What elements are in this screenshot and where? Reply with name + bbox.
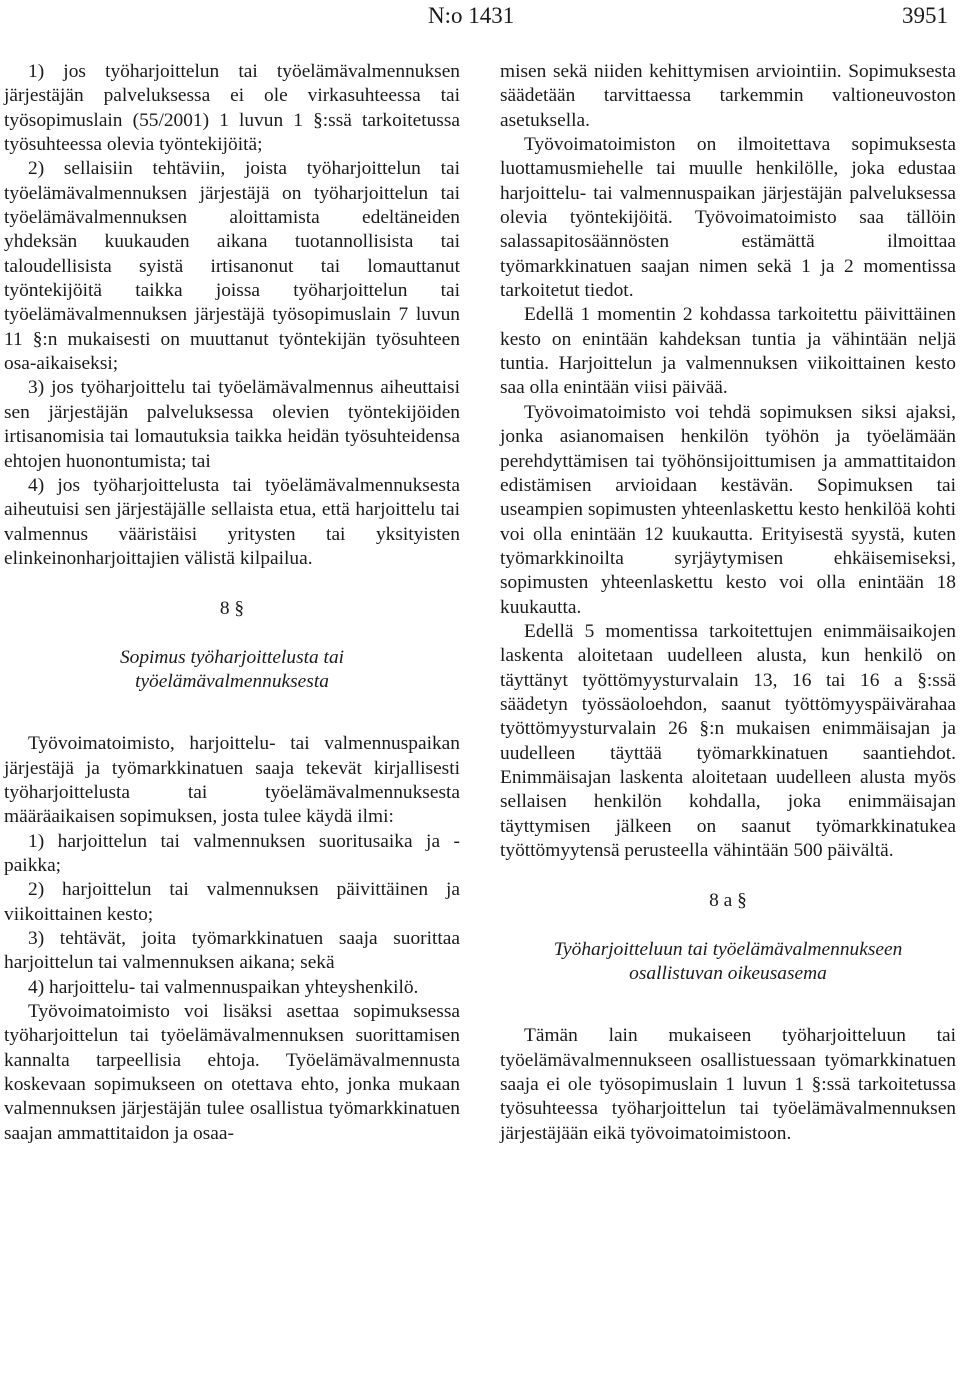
section-number: 8 § <box>219 598 245 620</box>
paragraph: Tämän lain mukaiseen työharjoitteluun tai työelämävalmennukseen osallistuessaan työmarkkinatuen saaja ei ole työsopimuslain 1 luvun 1 §:ssä tarkoitetussa työsuhteessa työharjoittelun tai työelämävalmennuksen järjestäjään eikä työvoimatoimistoon. <box>500 1025 956 1144</box>
paragraph: Työvoimatoimisto, harjoittelu- tai valmennuspaikan järjestäjä ja työmarkkinatuen saaja tekevät kirjallisesti työharjoittelusta tai työelämävalmennuksesta määräaikaisen sopimuksen, josta tulee käydä ilmi: <box>4 733 460 828</box>
list-item: 3) jos työharjoittelu tai työelämävalmennus aiheuttaisi sen järjestäjän palveluksessa olevien työntekijöiden irtisanomisia tai lomautuksia taikka heidän työsuhteidensa ehtojen huonontumista; tai <box>4 377 460 472</box>
list-item: 4) jos työharjoittelusta tai työelämävalmennuksesta aiheutuisi sen järjestäjälle sellaista etua, että harjoittelu tai valmennus vääristäisi yritysten tai yksityisten elinkeinonharjoittajien välistä kilpailua. <box>4 474 460 569</box>
section-heading: Työharjoitteluun tai työelämävalmennukseen osallistuvan oikeusasema <box>553 938 903 985</box>
list-item: 3) tehtävät, joita työmarkkinatuen saaja suorittaa harjoittelun tai valmennuksen aikana; sekä <box>4 928 460 974</box>
list-item: 1) harjoittelun tai valmennuksen suoritusaika ja -paikka; <box>4 830 460 876</box>
list-item: 2) sellaisiin tehtäviin, joista työharjoittelun tai työelämävalmennuksen järjestäjä on työharjoittelun tai työelämävalmennuksen aloittamista edeltäneiden yhdeksän kuukauden aikana tuotannollisista tai taloudellisista syistä irtisanonut tai lomauttanut työntekijöitä taikka joissa työharjoittelun tai työelämävalmennuksen järjestäjä työsopimuslain 7 luvun 11 §:n mukaisesti on muuttanut työntekijän työsuhteen osa-aikaiseksi; <box>4 158 460 375</box>
paragraph: Työvoimatoimisto voi tehdä sopimuksen siksi ajaksi, jonka asianomaisen henkilön työhön ja työelämään perehdyttämisen tai työhönsijoittumisen ja ammattitaidon edistämisen arvioidaan kestävän. Sopimuksen tai useampien sopimusten yhteenlaskettu kesto henkilöä kohti voi olla enintään 12 kuukautta. Erityisestä syystä, kuten työmarkkinoilta syrjäytymisen ehkäisemiseksi, sopimusten yhteenlaskettu kesto voi olla enintään 18 kuukautta. <box>500 401 956 618</box>
issue-number: N:o 1431 <box>428 3 515 28</box>
page-number: 3951 <box>902 3 948 28</box>
list-item: 2) harjoittelun tai valmennuksen päivittäinen ja viikoittainen kesto; <box>4 879 460 925</box>
list-item: 1) jos työharjoittelun tai työelämävalmennuksen järjestäjän palveluksessa ei ole virkasuhteessa tai työsopimuslain (55/2001) 1 luvun 1 §:ssä tarkoitetussa työsuhteessa olevia työntekijöitä; <box>4 61 460 156</box>
page-header <box>0 2 960 30</box>
right-column <box>500 60 956 1146</box>
paragraph: Työvoimatoimiston on ilmoitettava sopimuksesta luottamusmiehelle tai muulle henkilölle, joka edustaa harjoittelu- tai valmennuspaikan järjestäjän palveluksessa olevia työntekijöitä. Työvoimatoimisto saa tällöin salassapitosäännösten estämättä ilmoittaa työmarkkinatuen saajan nimen sekä 1 ja 2 momentissa tarkoitetut tiedot. <box>500 134 956 302</box>
paragraph: Edellä 5 momentissa tarkoitettujen enimmäisaikojen laskenta aloitetaan uudelleen alusta, kun henkilö on täyttänyt työttömyysturvalain 13, 16 tai 16 a §:ssä säädetyn työssäoloehdon, saanut työttömyyspäivärahaa työttömyysturvalain 26 §:n mukaisen enimmäisajan ja uudelleen täyttää työmarkkinatuen saantiehdot. Enimmäisajan laskenta aloitetaan uudelleen alusta myös sellaisen henkilön kohdalla, joka enimmäisajan täyttymisen jälkeen on saanut työmarkkinatukea työttömyytensä perusteella vähintään 500 päivältä. <box>500 620 956 861</box>
paragraph-continuation: misen sekä niiden kehittymisen arviointiin. Sopimuksesta säädetään tarvittaessa tarkemmin valtioneuvoston asetuksella. <box>500 61 956 131</box>
section-heading: Sopimus työharjoittelusta tai työelämävalmennuksesta <box>119 646 345 692</box>
left-column <box>4 60 460 1146</box>
paragraph: Työvoimatoimisto voi lisäksi asettaa sopimuksessa työharjoittelun tai työelämävalmennuksen suorittamisen kannalta tarpeellisia ehtoja. Työelämävalmennusta koskevaan sopimukseen on otettava ehto, jonka mukaan valmennuksen järjestäjän tulee osallistua työmarkkinatuen saajan ammattitaidon ja osaa- <box>4 1001 460 1144</box>
list-item: 4) harjoittelu- tai valmennuspaikan yhteyshenkilö. <box>28 976 419 998</box>
section-number: 8 a § <box>709 890 747 912</box>
paragraph: Edellä 1 momentin 2 kohdassa tarkoitettu päivittäinen kesto on enintään kahdeksan tuntia ja vähintään neljä tuntia. Harjoittelun ja valmennuksen viikoittainen kesto saa olla enintään viisi päivää. <box>500 304 956 399</box>
